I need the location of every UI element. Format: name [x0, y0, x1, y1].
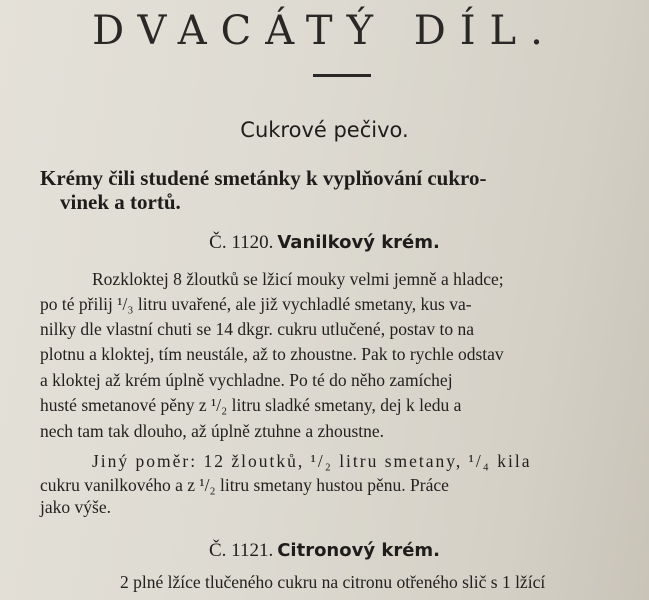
title-rule [313, 74, 371, 77]
paragraph-1-line: plotnu a kloktej, tím neustále, až to zhoustne. Pak to rychle odstav [40, 344, 504, 364]
paragraph-1-line: a kloktej až krém úplně vychladne. Po té do něho zamíchej [40, 370, 453, 390]
paragraph-3-line: 2 plné lžíce tlučeného cukru na citronu otřeného slič s 1 lžící [120, 572, 546, 592]
part-title: DVACÁTÝ DÍL. [92, 8, 557, 54]
paragraph-1-line: Rozkloktej 8 žloutků se lžicí mouky velmi jemně a hladce; [92, 269, 504, 289]
paragraph-1-line: husté smetanové pěny z ¹/₂ litru sladké smetany, dej k ledu a [40, 395, 462, 415]
paragraph-2-line: Jiný poměr: 12 žloutků, ¹/₂ litru smetany, ¹/₄ kila [92, 451, 532, 471]
recipe-name: Citronový krém. [277, 540, 440, 561]
paragraph-2-line: cukru vanilkového a z ¹/₂ litru smetany hustou pěnu. Práce [40, 475, 449, 495]
paragraph-1-line: nilky dle vlastní chuti se 14 dkgr. cukru utlučené, postav to na [40, 319, 475, 339]
paragraph-1-line: po té přilij ¹/₃ litru uvařené, ale již vychladlé smetany, kus va- [40, 294, 472, 314]
recipe-name: Vanilkový krém. [277, 232, 440, 253]
paragraph-1-line: nech tam tak dlouho, až úplně ztuhne a zhoustne. [40, 421, 385, 441]
recipe-heading-1121 [0, 540, 649, 562]
paragraph-2-line: jako výše. [40, 497, 111, 517]
recipe-heading-1120 [0, 232, 649, 254]
section-title: Cukrové pečivo. [240, 118, 409, 142]
subtitle-line-2: vinek a tortů. [60, 190, 181, 214]
recipe-number: Č. 1120. [209, 232, 274, 253]
subtitle-line-1: Krémy čili studené smetánky k vyplňování cukro- [40, 166, 487, 190]
recipe-number: Č. 1121. [208, 540, 274, 561]
